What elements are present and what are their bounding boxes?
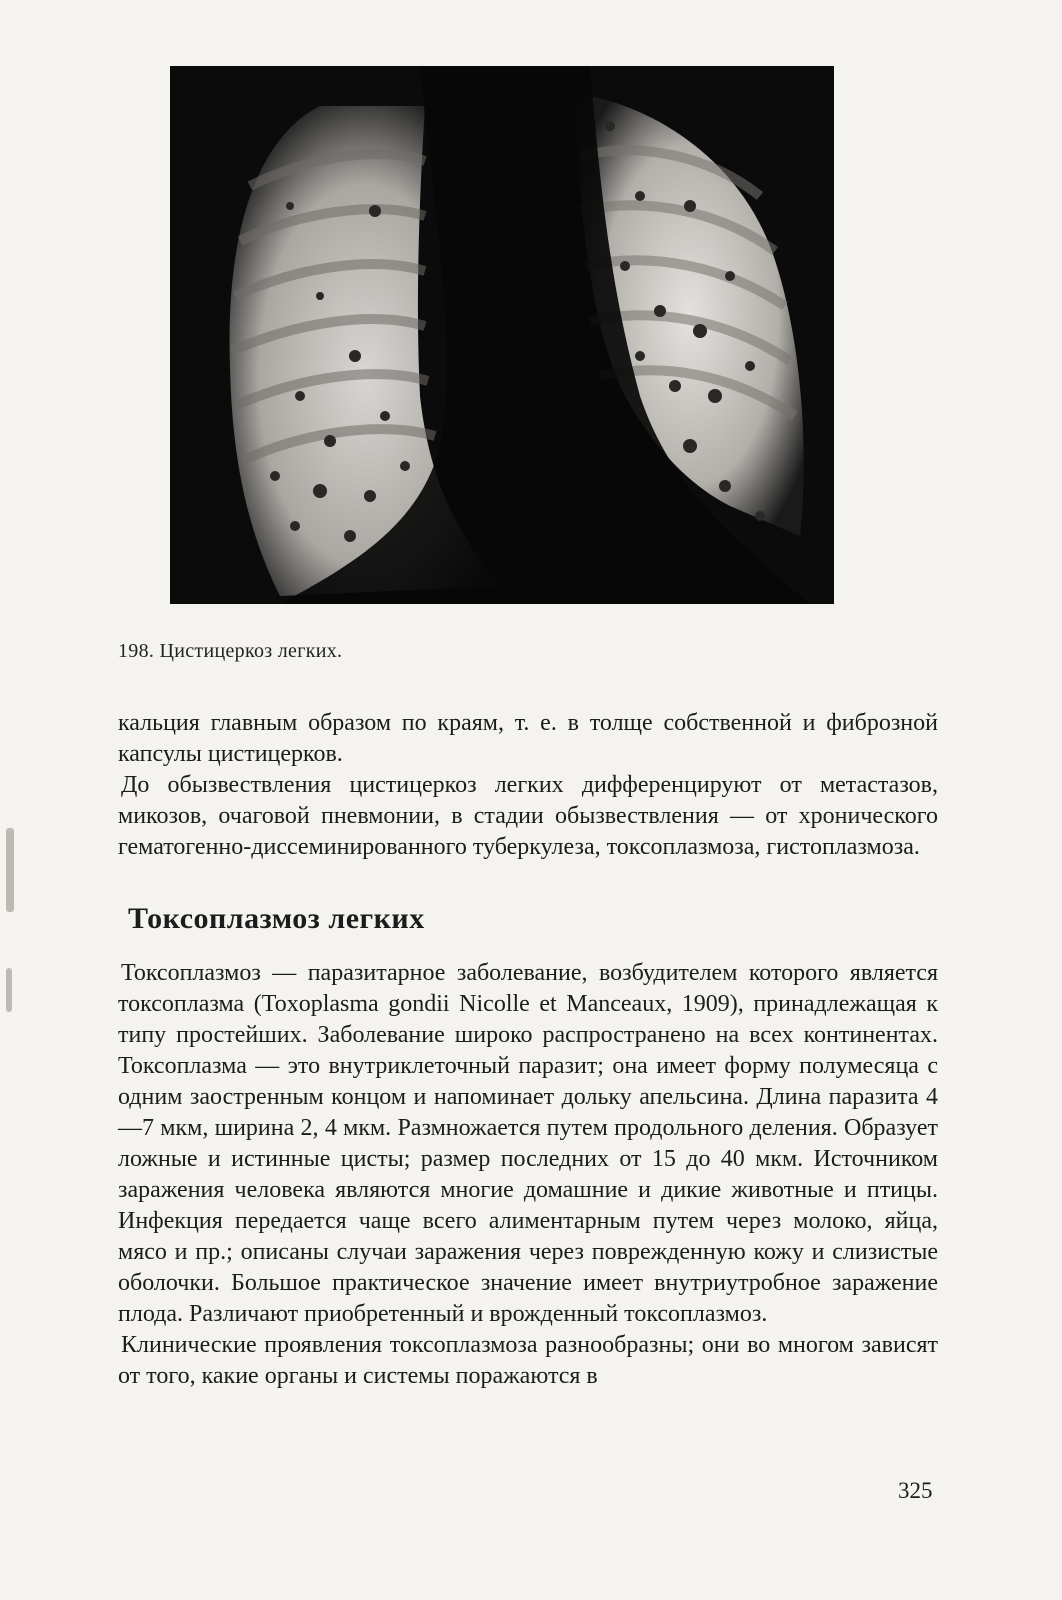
paragraph-2: До обызвествления цистицеркоз легких дифференцируют от метастазов, микозов, очаговой пневмонии, в стадии обызвествления — от хронического гематогенно-диссеминированного туберкулеза, токсоплазмоза, гистоплазмоза. [118,772,938,860]
page-number: 325 [898,1478,933,1503]
body-text-after [118,958,938,1392]
section-heading: Токсоплазмоз легких [128,902,425,935]
page-edge-mark [6,968,12,1012]
chest-xray-image [170,66,834,604]
paragraph-1: кальция главным образом по краям, т. е. в толще собственной и фиброзной капсулы цистицерков. [118,710,938,767]
page-edge-mark [6,828,14,912]
figure-caption: 198. Цистицеркоз легких. [118,640,343,662]
chest-xray-icon [170,66,834,604]
body-text-before [118,708,938,863]
paragraph-3: Токсоплазмоз — паразитарное заболевание, возбудителем которого является токсоплазма (Toxoplasma gondii Nicolle et Manceaux, 1909), принадлежащая к типу простейших. Заболевание широко распространено на всех континентах. Токсоплазма — это внутриклеточный паразит; она имеет форму полумесяца с одним заостренным концом и напоминает дольку апельсина. Длина паразита 4—7 мкм, ширина 2, 4 мкм. Размножается путем продольного деления. Образует ложные и истинные цисты; размер последних от 15 до 40 мкм. Источником заражения человека являются многие домашние и дикие животные и птицы. Инфекция передается чаще всего алиментарным путем через молоко, яйца, мясо и пр.; описаны случаи заражения через поврежденную кожу и слизистые оболочки. Большое практическое значение имеет внутриутробное заражение плода. Различают приобретенный и врожденный токсоплазмоз. [118,960,938,1327]
paragraph-4: Клинические проявления токсоплазмоза разнообразны; они во многом зависят от того, какие органы и системы поражаются в [118,1332,938,1389]
